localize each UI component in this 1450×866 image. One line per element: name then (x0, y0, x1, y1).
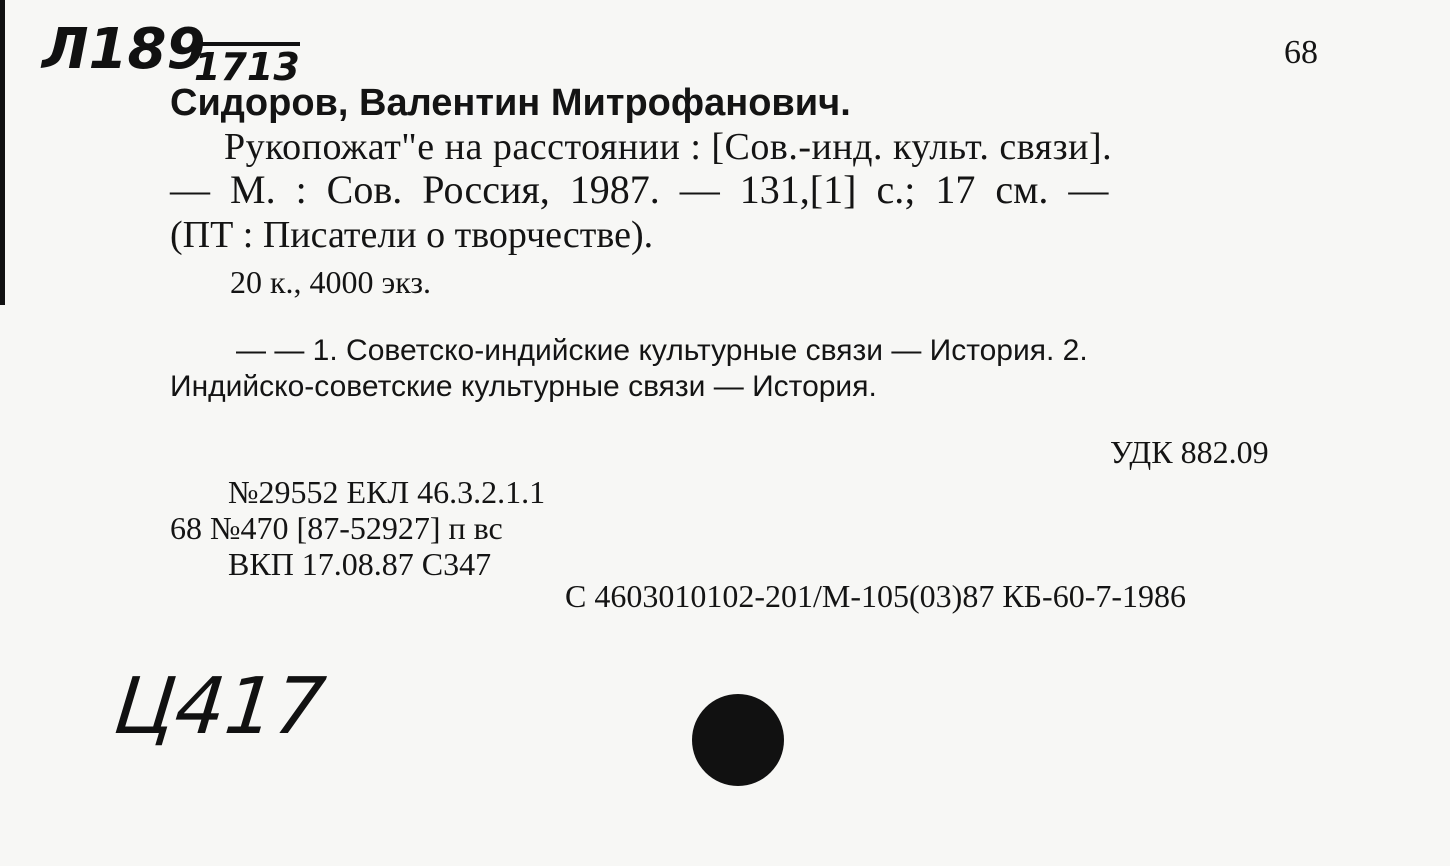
record-date-line: ВКП 17.08.87 С347 (228, 546, 492, 582)
price-print-run: 20 к., 4000 экз. (230, 264, 432, 300)
handwritten-inventory-code: Ц417 (110, 662, 330, 752)
author-heading: Сидоров, Валентин Митрофанович. (170, 82, 851, 124)
udk-classification: УДК 882.09 (1110, 434, 1269, 470)
corner-number: 68 (1284, 34, 1318, 71)
series-statement: (ПТ : Писатели о творчестве). (170, 214, 654, 256)
card-left-edge (0, 0, 5, 305)
publisher-index-code: С 4603010102-201/М-105(03)87 КБ-60-7-1986 (565, 578, 1186, 614)
handwritten-fraction-number: 1713 (194, 42, 300, 86)
subject-headings-line-1: — — 1. Советско-индийские культурные связи — История. 2. (236, 334, 1088, 367)
record-order-line: 68 №470 [87-52927] п вс (170, 510, 503, 546)
imprint-statement: — М. : Сов. Россия, 1987. — 131,[1] с.; 17 см. — (170, 167, 1109, 212)
subject-headings-line-2: Индийско-советские культурные связи — История. (170, 370, 877, 403)
title-statement: Рукопожат"е на расстоянии : [Сов.-инд. культ. связи]. (224, 126, 1113, 168)
punch-hole-mark (692, 694, 784, 786)
handwritten-shelf-code: Л189 (42, 17, 206, 82)
record-number-line: №29552 ЕКЛ 46.3.2.1.1 (228, 474, 546, 510)
